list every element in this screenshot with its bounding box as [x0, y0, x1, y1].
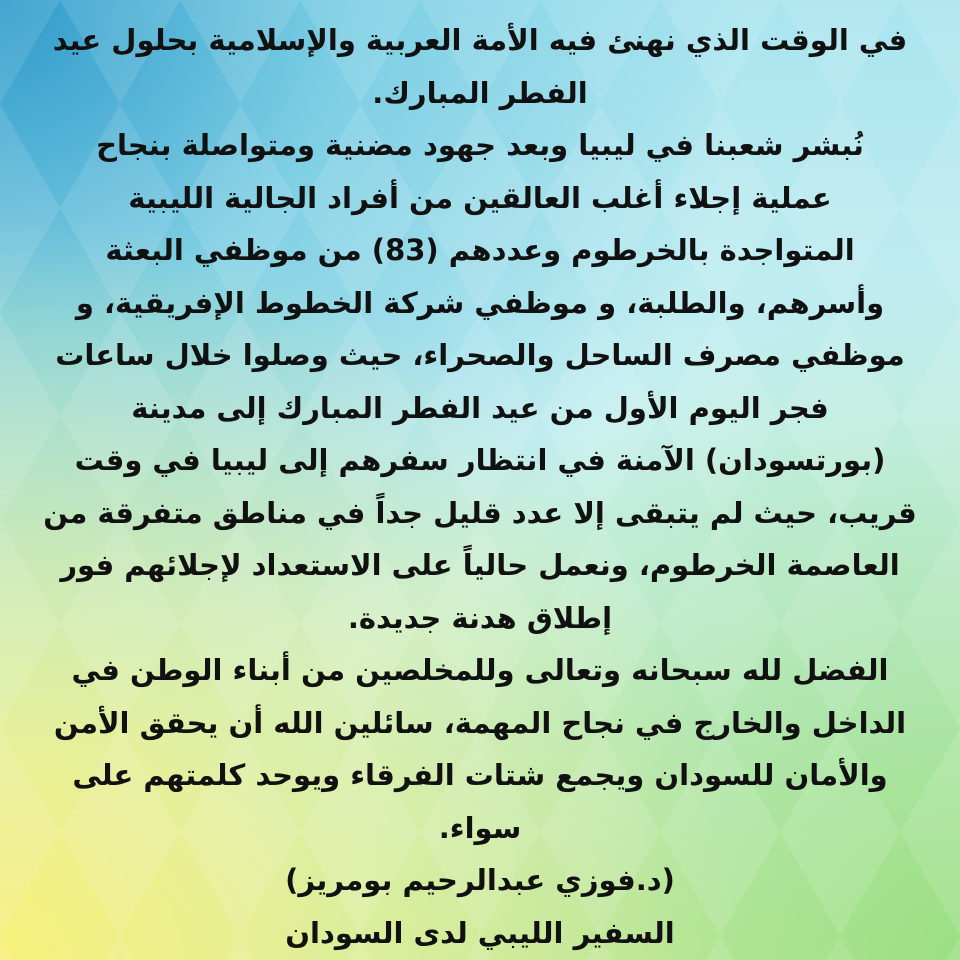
- text-line: فجر اليوم الأول من عيد الفطر المبارك إلى مدينة: [131, 390, 829, 425]
- signature-title: السفير الليبي لدى السودان: [285, 915, 675, 950]
- text-line: الفضل لله سبحانه وتعالى وللمخلصين من أبناء الوطن في: [71, 653, 889, 687]
- text-line: موظفي مصرف الساحل والصحراء، حيث وصلوا خلال ساعات: [55, 338, 905, 372]
- text-line: (بورتسودان) الآمنة في انتظار سفرهم إلى ليبيا في وقت: [74, 443, 886, 477]
- text-line: سواء.: [438, 810, 522, 845]
- text-line: وأسرهم، والطلبة، و موظفي شركة الخطوط الإفريقية، و: [75, 285, 885, 320]
- signature-name: (د.فوزي عبدالرحيم بومريز): [285, 863, 675, 897]
- text-line: والأمان للسودان ويجمع شتات الفرقاء ويوحد كلمتهم على: [72, 758, 888, 792]
- text-line: المتواجدة بالخرطوم وعددهم (83) من موظفي البعثة: [105, 233, 855, 267]
- text-line: الفطر المبارك.: [372, 75, 588, 110]
- text-line: قريب، حيث لم يتبقى إلا عدد قليل جداً في مناطق متفرقة من: [43, 495, 917, 530]
- text-line: نُبشر شعبنا في ليبيا وبعد جهود مضنية ومتواصلة بنجاح: [96, 128, 864, 162]
- statement-text: [0, 14, 960, 959]
- text-line: إطلاق هدنة جديدة.: [347, 600, 613, 635]
- text-line: العاصمة الخرطوم، ونعمل حالياً على الاستعداد لإجلائهم فور: [60, 548, 900, 582]
- text-line: في الوقت الذي نهنئ فيه الأمة العربية والإسلامية بحلول عيد: [52, 23, 908, 57]
- text-line: الداخل والخارج في نجاح المهمة، سائلين الله أن يحقق الأمن: [53, 705, 907, 740]
- text-line: عملية إجلاء أغلب العالقين من أفراد الجالية الليبية: [128, 180, 832, 215]
